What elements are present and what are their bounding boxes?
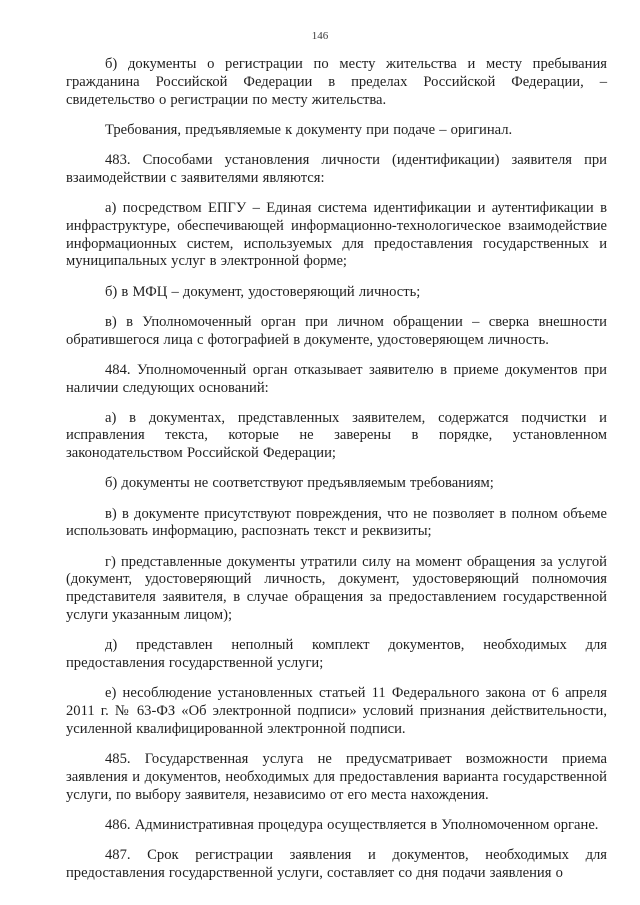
paragraph-483-v: в) в Уполномоченный орган при личном обращении – сверка внешности обратившегося лица с фотографией в документе, удостоверяющем личность. <box>66 313 607 348</box>
paragraph-original-requirement: Требования, предъявляемые к документу при подаче – оригинал. <box>105 121 513 138</box>
paragraph-484: 484. Уполномоченный орган отказывает заявителю в приеме документов при наличии следующих оснований: <box>66 361 607 396</box>
paragraph-residence-documents: б) документы о регистрации по месту жительства и месту пребывания гражданина Российской Федерации в пределах Российской Федерации, – свидетельство о регистрации по месту жительства. <box>66 56 607 108</box>
paragraph-484-g: г) представленные документы утратили силу на момент обращения за услугой (документ, удостоверяющий личность, документ, удостоверяющий полномочия представителя заявителя, в случае обращения за предоставлением государственной услуги указанным лицом); <box>66 553 607 624</box>
paragraph-485: 485. Государственная услуга не предусматривает возможности приема заявления и документов, необходимых для предоставления варианта государственной услуги, по выбору заявителя, независимо от его места нахождения. <box>66 750 607 803</box>
paragraph-483-a: а) посредством ЕПГУ – Единая система идентификации и аутентификации в инфраструктуре, обеспечивающей информационно-технологическое взаимодействие информационных систем, используемых для предоставления государственных и муниципальных услуг в электронной форме; <box>66 199 607 270</box>
paragraph-484-a: а) в документах, представленных заявителем, содержатся подчистки и исправления текста, которые не заверены в порядке, установленном законодательством Российской Федерации; <box>66 409 607 462</box>
paragraph-484-d: д) представлен неполный комплект документов, необходимых для предоставления государственной услуги; <box>66 637 607 672</box>
paragraph-487: 487. Срок регистрации заявления и документов, необходимых для предоставления государственной услуги, составляет со дня подачи заявления о <box>66 846 607 881</box>
paragraph-483: 483. Способами установления личности (идентификации) заявителя при взаимодействии с заявителями являются: <box>66 151 607 186</box>
paragraph-484-b: б) документы не соответствуют предъявляемым требованиям; <box>105 475 494 492</box>
document-body <box>66 56 607 895</box>
paragraph-484-v: в) в документе присутствуют повреждения, что не позволяет в полном объеме использовать информацию, распознать текст и реквизиты; <box>66 505 607 540</box>
paragraph-483-b: б) в МФЦ – документ, удостоверяющий личность; <box>105 283 421 300</box>
paragraph-484-e: е) несоблюдение установленных статьей 11 Федерального закона от 6 апреля 2011 г. № 63-ФЗ «Об электронной подписи» условий признания действительности, усиленной квалифицированной электронной подписи. <box>66 685 607 737</box>
paragraph-486: 486. Административная процедура осуществляется в Уполномоченном органе. <box>105 816 599 833</box>
page-number: 146 <box>311 30 329 42</box>
